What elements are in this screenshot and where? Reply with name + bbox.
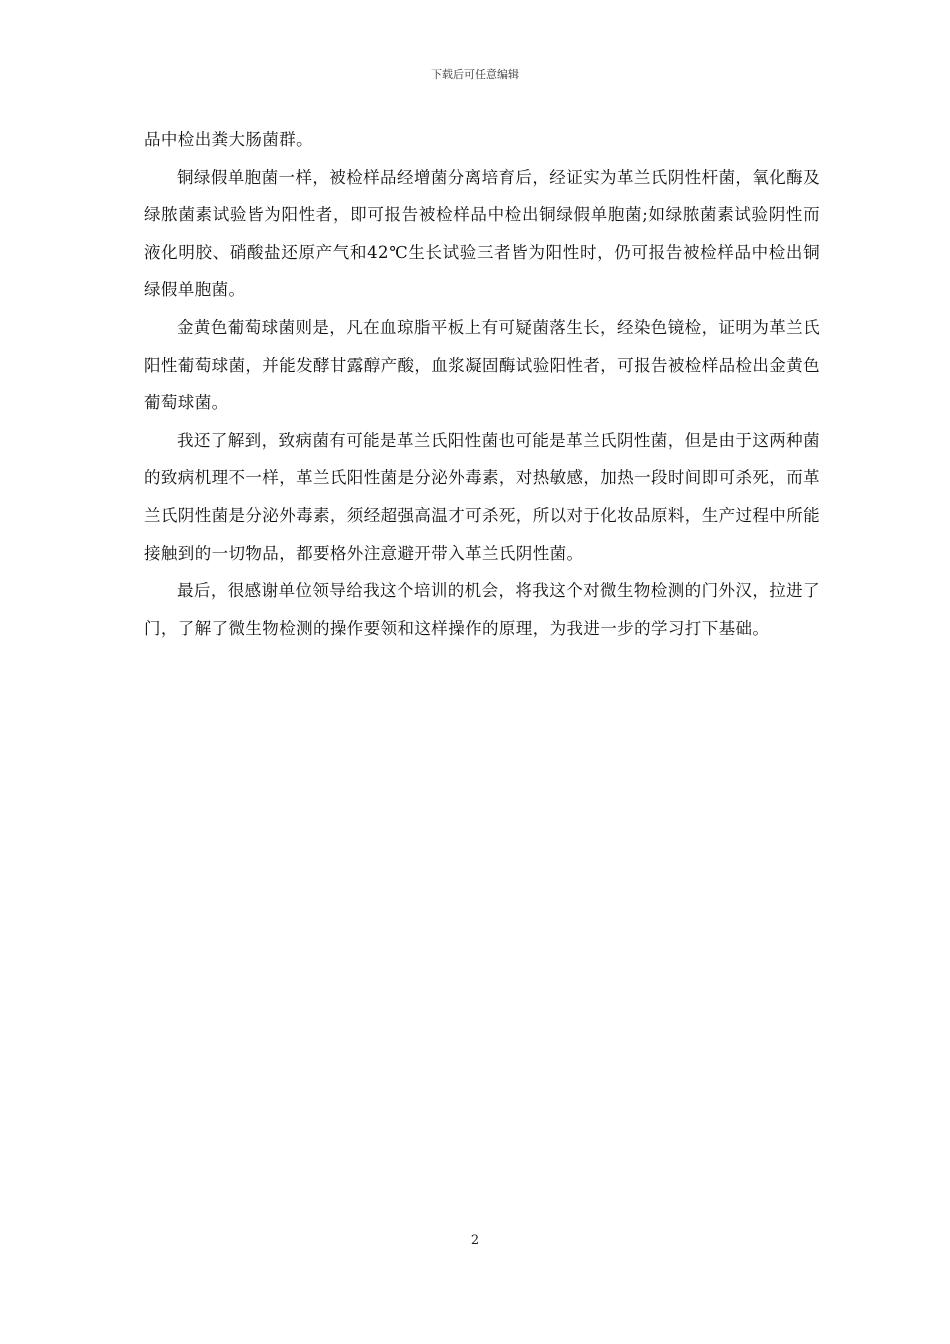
page-header: 下载后可任意编辑 bbox=[431, 68, 519, 81]
paragraph-gram-bacteria: 我还了解到，致病菌有可能是革兰氏阳性菌也可能是革兰氏阴性菌，但是由于这两种菌的致病机理不一样，革兰氏阳性菌是分泌外毒素，对热敏感，加热一段时间即可杀死，而革兰氏阴性菌是分泌外毒素，须经超强高温才可杀死，所以对于化妆品原料，生产过程中所能接触到的一切物品，都要格外注意避开带入革兰氏阴性菌。 bbox=[144, 430, 820, 563]
paragraph-pseudomonas: 铜绿假单胞菌一样，被检样品经增菌分离培育后，经证实为革兰氏阴性杆菌，氧化酶及绿脓菌素试验皆为阳性者，即可报告被检样品中检出铜绿假单胞菌;如绿脓菌素试验阴性而液化明胶、硝酸盐还原产气和42℃生长试验三者皆为阳性时，仍可报告被检样品中检出铜绿假单胞菌。 bbox=[144, 167, 820, 300]
paragraph-staphylococcus: 金黄色葡萄球菌则是，凡在血琼脂平板上有可疑菌落生长，经染色镜检，证明为革兰氏阳性葡萄球菌，并能发酵甘露醇产酸，血浆凝固酶试验阳性者，可报告被检样品检出金黄色葡萄球菌。 bbox=[144, 317, 820, 413]
paragraph-continuation: 品中检出粪大肠菌群。 bbox=[144, 130, 313, 149]
paragraph-conclusion: 最后，很感谢单位领导给我这个培训的机会，将我这个对微生物检测的门外汉，拉进了门，了解了微生物检测的操作要领和这样操作的原理，为我进一步的学习打下基础。 bbox=[144, 581, 820, 638]
document-body bbox=[144, 121, 820, 647]
page-number: 2 bbox=[470, 1233, 480, 1248]
